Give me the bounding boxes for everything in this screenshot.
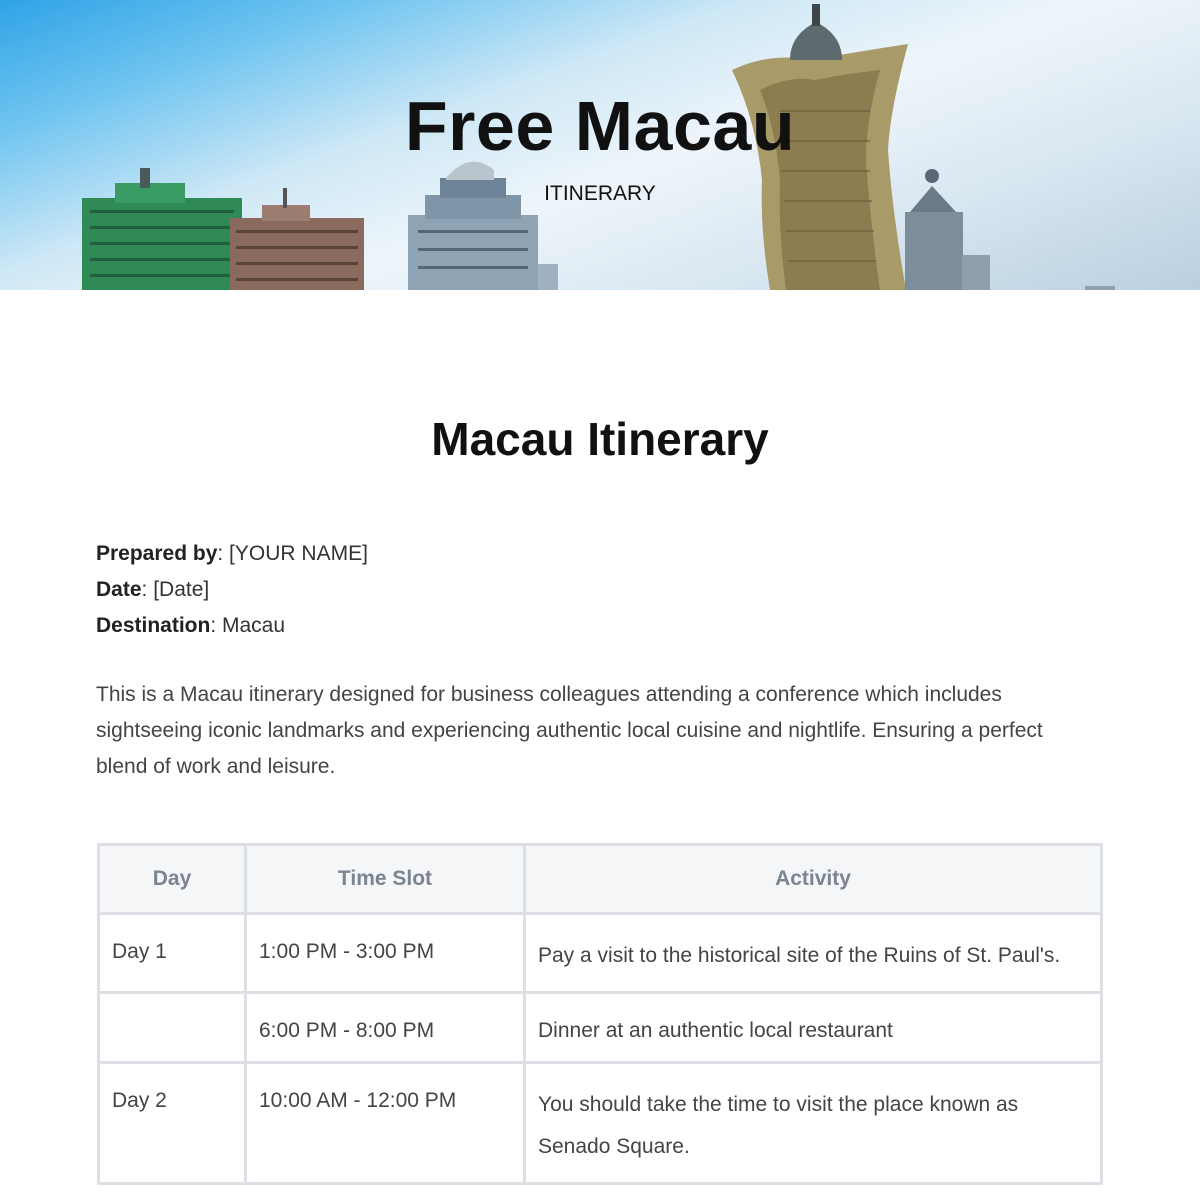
meta-label: Date (96, 578, 142, 601)
cell-time: 1:00 PM - 3:00 PM (246, 914, 525, 993)
banner-subtitle: ITINERARY (544, 182, 656, 205)
cell-time: 10:00 AM - 12:00 PM (246, 1063, 525, 1184)
document-meta (96, 536, 368, 644)
banner-title: Free Macau (404, 87, 796, 165)
cell-activity: You should take the time to visit the place known as Senado Square. (525, 1063, 1102, 1184)
itinerary-table (97, 843, 1103, 1185)
cell-activity: Dinner at an authentic local restaurant (525, 993, 1102, 1063)
table-row (99, 1063, 1102, 1184)
table-header-row (99, 845, 1102, 914)
meta-value: : [YOUR NAME] (217, 542, 368, 565)
cell-activity: Pay a visit to the historical site of the Ruins of St. Paul's. (525, 914, 1102, 993)
meta-prepared-by (96, 536, 368, 572)
meta-destination (96, 608, 368, 644)
header-day: Day (99, 845, 246, 914)
cell-day (99, 993, 246, 1063)
table-row (99, 914, 1102, 993)
intro-paragraph: This is a Macau itinerary designed for business colleagues attending a conference which includes sightseeing iconic landmarks and experiencing authentic local cuisine and nightlife. Ensuring a perfect blend of work and leisure. (96, 683, 1043, 778)
document-title: Macau Itinerary (431, 413, 769, 465)
meta-label: Prepared by (96, 542, 218, 565)
meta-value: : [Date] (141, 578, 210, 601)
header-time-slot: Time Slot (246, 845, 525, 914)
cell-day: Day 1 (99, 914, 246, 993)
header-banner (0, 0, 1200, 290)
cell-time: 6:00 PM - 8:00 PM (246, 993, 525, 1063)
cell-day: Day 2 (99, 1063, 246, 1184)
meta-value: : Macau (210, 614, 286, 637)
meta-label: Destination (96, 614, 211, 637)
table-row (99, 993, 1102, 1063)
header-activity: Activity (525, 845, 1102, 914)
meta-date (96, 572, 368, 608)
